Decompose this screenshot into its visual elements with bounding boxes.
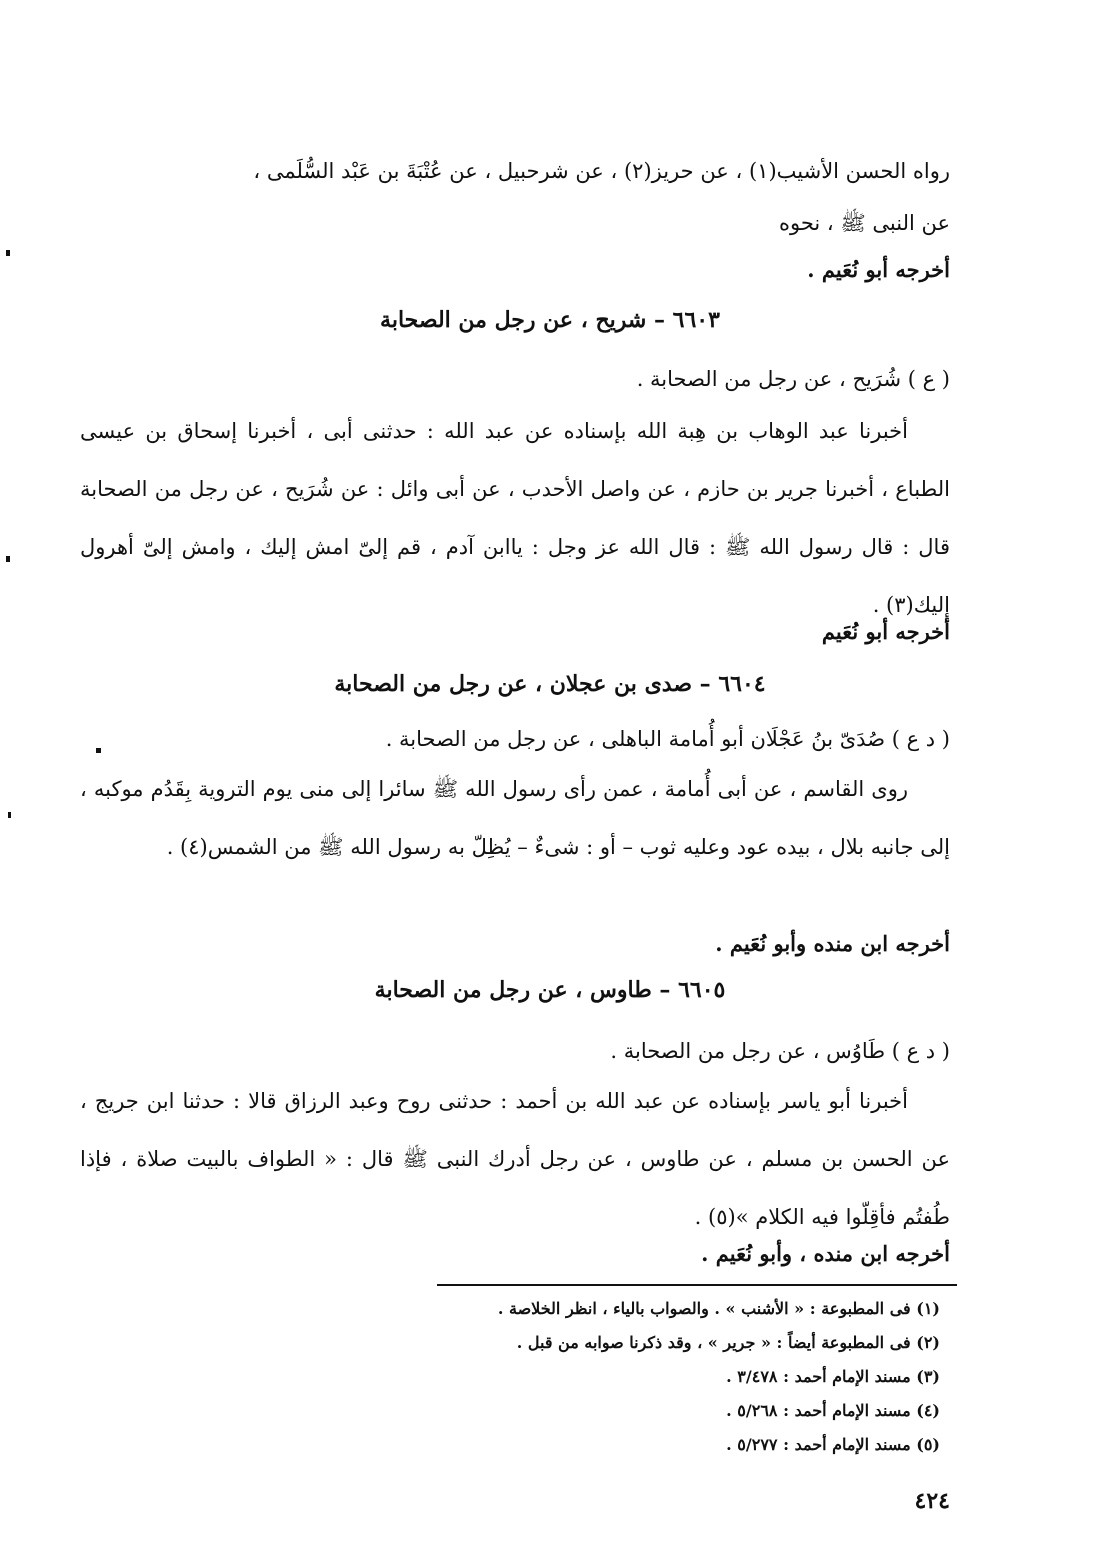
source-note: أخرجه أبو نُعَيم . [807,257,950,282]
margin-mark [6,556,10,562]
footnote: (٤) مسند الإمام أحمد : ٥/٢٦٨ . [726,1401,940,1420]
footnote-divider [437,1284,957,1286]
source-note: أخرجه ابن منده ، وأبو نُعَيم . [701,1241,950,1266]
source-note: أخرجه أبو نُعَيم [821,619,950,644]
footnote: (٣) مسند الإمام أحمد : ٣/٤٧٨ . [726,1367,940,1386]
source-note: أخرجه ابن منده وأبو نُعَيم . [715,931,950,956]
footnote: (١) فى المطبوعة : « الأشنب » . والصواب بالياء ، انظر الخلاصة . [497,1299,940,1318]
entry-heading: ٦٦٠٣ – شريح ، عن رجل من الصحابة [380,307,720,333]
text-line: رواه الحسن الأشيب(١) ، عن حريز(٢) ، عن شرحبيل ، عن عُتْبَةَ بن عَبْد السُّلَمى ، [253,159,950,183]
text-line: عن النبى ﷺ ، نحوه [778,211,950,235]
margin-mark [6,250,10,256]
entry-intro: ( د ع ) طَاوُس ، عن رجل من الصحابة . [610,1039,950,1063]
entry-heading: ٦٦٠٥ – طاوس ، عن رجل من الصحابة [374,977,726,1003]
footnote: (٢) فى المطبوعة أيضاً : « جرير » ، وقد ذكرنا صوابه من قبل . [516,1333,940,1352]
entry-body: أخبرنا أبو ياسر بإسناده عن عبد الله بن أحمد : حدثنى روح وعبد الرزاق قالا : حدثنا ابن جريج ، عن الحسن بن مسلم ، عن طاوس ، عن رجل أدرك النبى ﷺ قال : « الطواف بالبيت صلاة ، فإذا طُفتُم فأقِلّوا فيه الكلام »(٥) . [80,1089,950,1229]
entry-body: أخبرنا عبد الوهاب بن هِبة الله بإسناده عن عبد الله : حدثنى أبى ، أخبرنا إسحاق بن عيسى الطباع ، أخبرنا جرير بن حازم ، عن واصل الأحدب ، عن أبى وائل : عن شُرَيح ، عن رجل من الصحابة قال : قال رسول الله ﷺ : قال الله عز وجل : ياابن آدم ، قم إلىّ امش إليك ، وامش إلىّ أهرول إليك(٣) . [80,419,950,617]
entry-intro: ( د ع ) صُدَىّ بنُ عَجْلَان أبو أُمامة الباهلى ، عن رجل من الصحابة . [385,727,950,751]
footnote: (٥) مسند الإمام أحمد : ٥/٢٧٧ . [726,1435,940,1454]
footnotes [240,1292,940,1462]
margin-mark [8,812,11,818]
entry-heading: ٦٦٠٤ – صدى بن عجلان ، عن رجل من الصحابة [334,671,766,697]
page-number: ٤٢٤ [914,1488,950,1514]
entry-body: روى القاسم ، عن أبى أُمامة ، عمن رأى رسول الله ﷺ سائرا إلى منى يوم التروية بِقَدُم موكبه ، إلى جانبه بلال ، بيده عود وعليه ثوب – أو : شىءٌ – يُظِلّ به رسول الله ﷺ من الشمس(٤) . [80,777,950,859]
entry-intro: ( ع ) شُرَيح ، عن رجل من الصحابة . [636,367,950,391]
